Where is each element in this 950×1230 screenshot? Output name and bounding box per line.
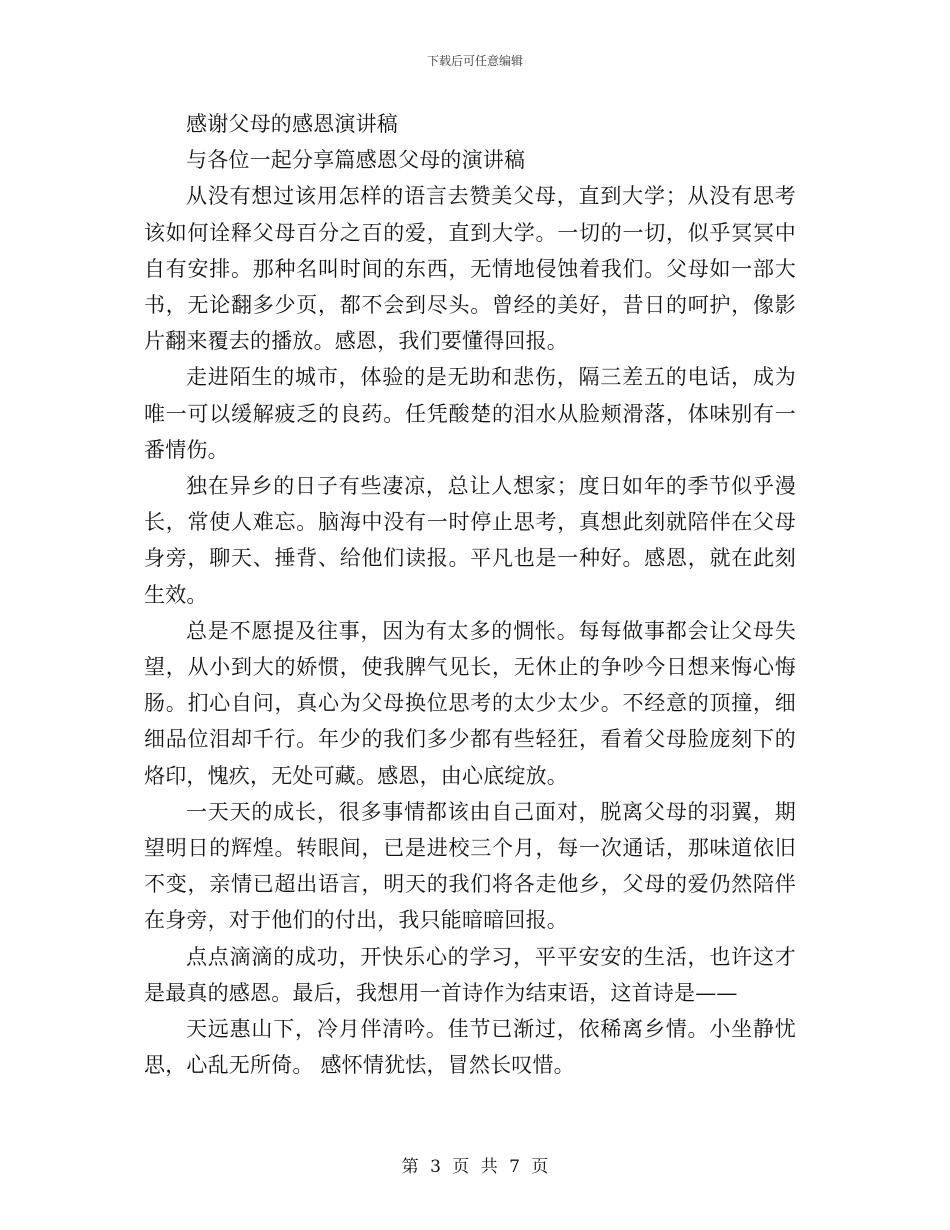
poem-paragraph: 天远惠山下，冷月伴清吟。佳节已渐过，依稀离乡情。小坐静忧思，心乱无所倚。 感怀情犹怯，冒然长叹惜。 bbox=[144, 1017, 796, 1078]
document-subtitle: 与各位一起分享篇感恩父母的演讲稿 bbox=[186, 148, 526, 173]
body-paragraph: 一天天的成长，很多事情都该由自己面对，脱离父母的羽翼，期望明日的辉煌。转眼间，已是进校三个月，每一次通话，那味道依旧不变，亲情已超出语言，明天的我们将各走他乡，父母的爱仍然陪伴在身旁，对于他们的付出，我只能暗暗回报。 bbox=[144, 799, 796, 933]
document-body bbox=[144, 106, 796, 1083]
body-paragraph: 总是不愿提及往事，因为有太多的惆怅。每每做事都会让父母失望，从小到大的娇惯，使我脾气见长，无休止的争吵今日想来悔心悔肠。扪心自问，真心为父母换位思考的太少太少。不经意的顶撞，细细品位泪却千行。年少的我们多少都有些轻狂，看着父母脸庞刻下的烙印，愧疚，无处可藏。感恩，由心底绽放。 bbox=[144, 618, 796, 788]
page-header: 下载后可任意编辑 bbox=[426, 54, 523, 68]
page-footer: 第 3 页 共 7 页 bbox=[401, 1157, 549, 1177]
body-paragraph: 从没有想过该用怎样的语言去赞美父母，直到大学；从没有思考该如何诠释父母百分之百的爱，直到大学。一切的一切，似乎冥冥中自有安排。那种名叫时间的东西，无情地侵蚀着我们。父母如一部大书，无论翻多少页，都不会到尽头。曾经的美好，昔日的呵护，像影片翻来覆去的播放。感恩，我们要懂得回报。 bbox=[144, 184, 796, 354]
body-paragraph: 点点滴滴的成功，开快乐心的学习，平平安安的生活，也许这才是最真的感恩。最后，我想用一首诗作为结束语，这首诗是—— bbox=[144, 944, 796, 1005]
body-paragraph: 走进陌生的城市，体验的是无助和悲伤，隔三差五的电话，成为唯一可以缓解疲乏的良药。任凭酸楚的泪水从脸颊滑落，体味别有一番情伤。 bbox=[144, 365, 796, 462]
document-title: 感谢父母的感恩演讲稿 bbox=[186, 112, 398, 136]
body-paragraph: 独在异乡的日子有些凄凉，总让人想家；度日如年的季节似乎漫长，常使人难忘。脑海中没有一时停止思考，真想此刻就陪伴在父母身旁，聊天、捶背、给他们读报。平凡也是一种好。感恩，就在此刻生效。 bbox=[144, 474, 796, 607]
